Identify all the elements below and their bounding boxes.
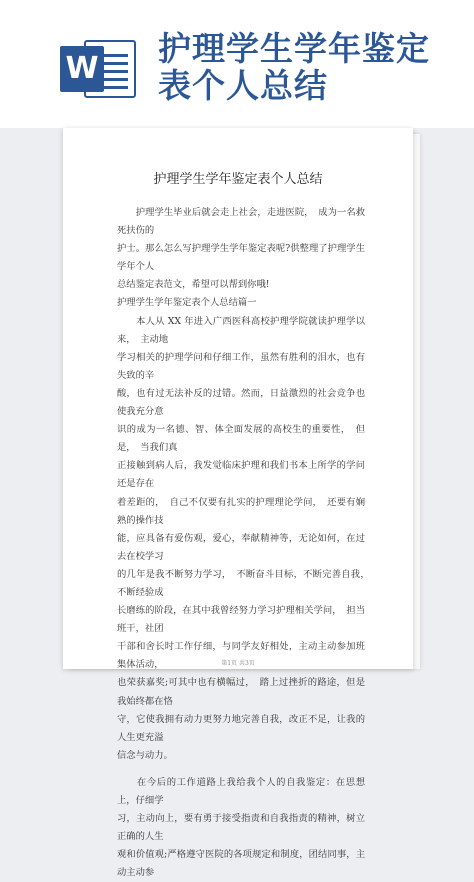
text-line: 信念与动力。 — [117, 749, 173, 761]
text-line: 酸，也有过无法补反的过错。然而，日益激烈的社会竞争也使我充分意 — [117, 387, 365, 418]
text-line: 干部和舍长时工作仔细，与同学友好相处，主动主动参加班集体活动， — [117, 641, 365, 671]
text-line: 长磨练的阶段，在其中我曾经努力学习护理相关学问， 担当班干，社团 — [117, 605, 365, 635]
document-body — [117, 204, 375, 882]
page-number: 第1页 共3页 — [221, 660, 255, 667]
document-title: 护理学生学年鉴定表个人总结 — [153, 172, 323, 187]
text-line: 在今后的工作道路上我给我个人的自我鉴定：在思想上，仔细学 — [117, 776, 365, 806]
text-line: 习，主动向上，要有勇于接受指责和自我指责的精神，树立正确的人生 — [117, 813, 365, 843]
header-banner — [0, 0, 474, 128]
section-heading: 护理学生学年鉴定表个人总结篇一 — [117, 297, 257, 309]
paragraph — [117, 774, 365, 882]
text-line: 护士。那么怎么写护理学生学年鉴定表呢?供整理了护理学生学年个人 — [117, 243, 365, 273]
document-page — [63, 128, 413, 879]
paragraph — [117, 313, 375, 765]
text-line: 总结鉴定表范文，希望可以帮到你哦! — [117, 279, 270, 291]
text-line: 学习相关的护理学问和仔细工作，虽然有胜利的泪水，也有失致的辛 — [117, 351, 365, 381]
word-document-icon — [60, 36, 138, 102]
text-line: 能，应具备有爱伤观，爱心，奉献精神等，无论如何，在过去在校学习 — [117, 532, 365, 562]
text-line: 护理学生毕业后就会走上社会，走进医院， 成为一名救死扶伤的 — [117, 207, 365, 237]
word-icon-letter: W — [60, 46, 104, 92]
banner-title-line: 表个人总结 — [158, 66, 328, 105]
banner-title — [158, 30, 458, 104]
text-line: 着差距的， 自己不仅要有扎实的护理理论学问， 还要有娴熟的操作技 — [117, 496, 365, 526]
text-line: 的几年是我不断努力学习， 不断奋斗目标，不断完善自我， 不断经验成 — [117, 568, 375, 598]
text-line: 本人从 XX 年进入广西医科高校护理学院就读护理学以来， 主动地 — [117, 315, 365, 345]
paragraph-gap — [117, 765, 365, 774]
text-line: 守，它使我拥有动力更努力地完善自我，改正不足，让我的人生更充溢 — [117, 713, 365, 743]
text-line: 观和价值观;严格遵守医院的各项规定和制度，团结同事，主动主动参 — [117, 849, 365, 879]
banner-title-line: 护理学生学年鉴定 — [158, 29, 430, 68]
intro-paragraph — [117, 204, 365, 294]
text-line: 也荣获嘉奖;可其中也有横幅过， 踏上过挫折的路途，但是我始终都在恪 — [117, 677, 365, 707]
text-line: 正接触到病人后，我发觉临床护理和我们书本上所学的学问还是存在 — [117, 460, 365, 490]
text-line: 识的成为一名德、智、体全面发展的高校生的重要性， 但是， 当我们真 — [117, 424, 365, 454]
